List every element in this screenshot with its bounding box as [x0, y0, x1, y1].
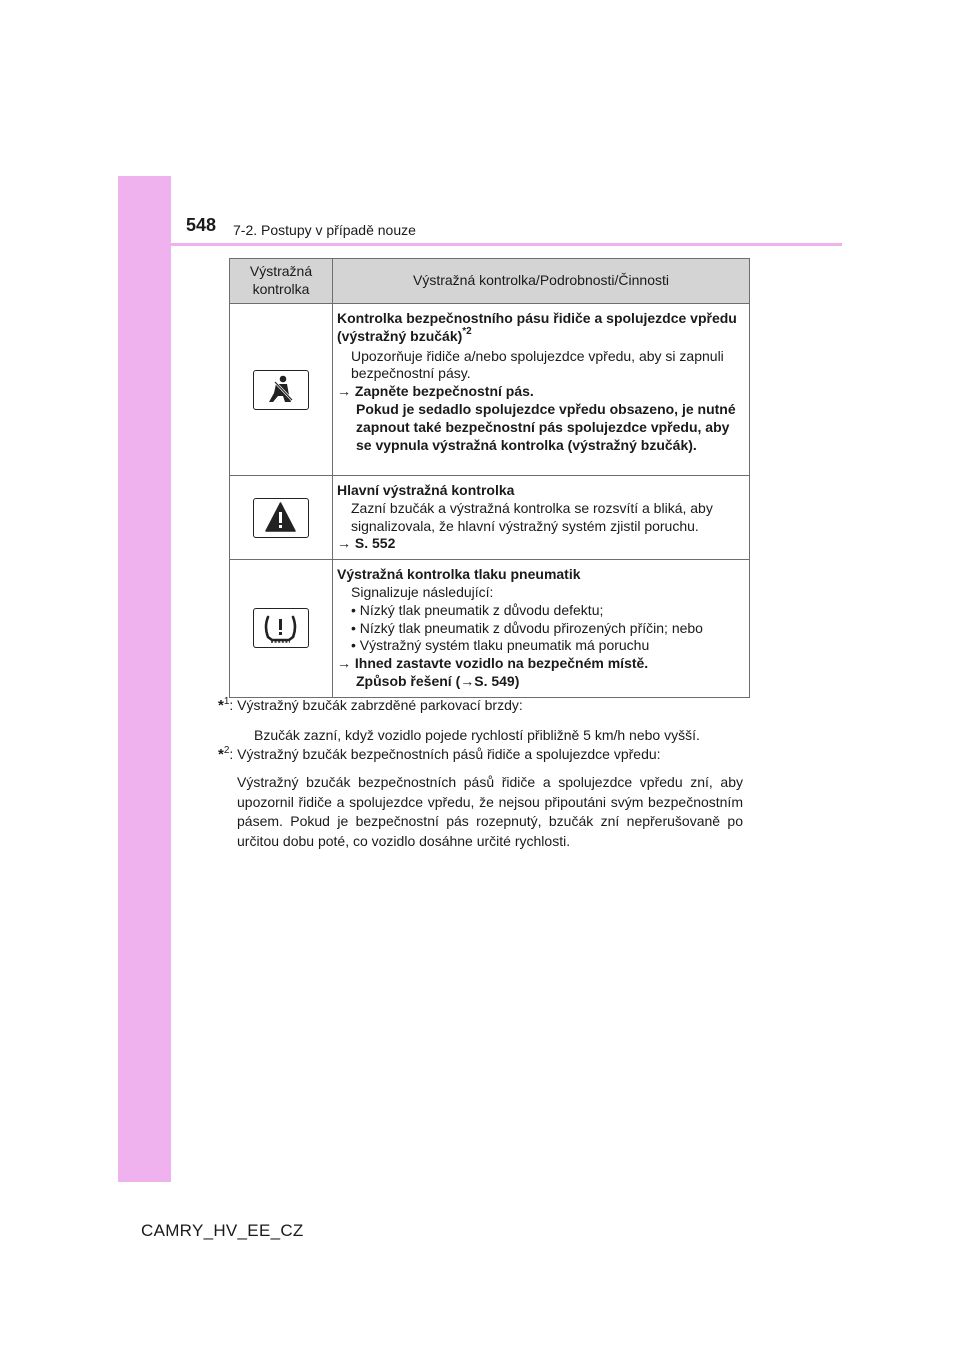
page-reference-link[interactable]: S. 549) [474, 672, 520, 689]
header-rule [171, 243, 842, 246]
page-number: 548 [186, 215, 217, 235]
table-row-seatbelt [230, 304, 750, 476]
description-cell [333, 476, 750, 560]
section-title: 7-2. Postupy v případě nouze [233, 222, 416, 238]
entry-description: Signalizuje následující: [351, 583, 494, 600]
tire-pressure-icon [253, 608, 309, 648]
master-warning-icon [253, 498, 309, 538]
entry-description: Upozorňuje řidiče a/nebo spolujezdce vpředu, aby si zapnuli bezpečnostní pásy. [351, 347, 724, 382]
table-row-tire-pressure [230, 560, 750, 698]
column-header-details: Výstražná kontrolka/Podrobnosti/Činnosti [333, 259, 750, 304]
action-line: → Zapněte bezpečnostní pás. [337, 383, 534, 400]
warning-lights-table [229, 258, 750, 698]
arrow-icon: → [337, 655, 355, 672]
footnote-mark: *2 [462, 325, 472, 337]
sidebar-color-band [118, 176, 171, 1182]
arrow-icon: → [337, 383, 355, 400]
footnote-2-title: *$^2$: Výstražný bzučák bezpečnostních pásů řidiče a spolujezdce vpředu: [218, 745, 661, 763]
action-detail: Způsob řešení (→S. 549) [356, 672, 520, 689]
entry-title: Výstražná kontrolka tlaku pneumatik [337, 566, 581, 583]
document-code: CAMRY_HV_EE_CZ [141, 1221, 304, 1240]
footnote-1-body: Bzučák zazní, když vozidlo pojede rychlostí přibližně 5 km/h nebo vyšší. [254, 727, 700, 743]
list-item: • Nízký tlak pneumatik z důvodu přirozených příčin; nebo [351, 619, 703, 636]
table-row-master-warning [230, 476, 750, 560]
list-item: • Výstražný systém tlaku pneumatik má poruchu [351, 637, 650, 654]
entry-description: Zazní bzučák a výstražná kontrolka se rozsvítí a bliká, aby signalizovala, že hlavní výstražný systém zjistil poruchu. [351, 499, 713, 534]
arrow-icon: → [337, 535, 355, 552]
icon-cell [230, 560, 333, 698]
entry-title: Hlavní výstražná kontrolka [337, 482, 515, 498]
description-cell [333, 304, 750, 476]
action-line: → Ihned zastavte vozidlo na bezpečném místě. [337, 655, 649, 672]
column-header-light: Výstražná kontrolka [230, 259, 333, 304]
action-detail: Pokud je sedadlo spolujezdce vpředu obsazeno, je nutné zapnout také bezpečnostní pás spolujezdce vpředu, aby se vypnula výstražná kontrolka (výstražný bzučák). [356, 400, 736, 453]
page-reference-link[interactable]: → S. 552 [337, 535, 396, 552]
table-header-row [230, 259, 750, 304]
icon-cell [230, 304, 333, 476]
seatbelt-icon [253, 370, 309, 410]
list-item: • Nízký tlak pneumatik z důvodu defektu; [351, 601, 604, 618]
arrow-icon: → [460, 672, 475, 689]
icon-cell [230, 476, 333, 560]
description-cell [333, 560, 750, 698]
entry-title: Kontrolka bezpečnostního pásu řidiče a spolujezdce vpředu (výstražný bzučák)$^{*2}$ [337, 310, 737, 344]
footnote-2-body: Výstražný bzučák bezpečnostních pásů řidiče a spolujezdce vpředu zní, aby upozornil řidiče a spolujezdce vpředu, že nejsou připoutáni svým bezpečnostním pásem. Pokud je bezpečnostní pás rozepnutý, bzučák zní nepřerušovaně po určitou dobu poté, co vozidlo dosáhne určité rychlosti. [237, 774, 743, 849]
footnote-1-title: *$^1$: Výstražný bzučák zabrzděné parkovací brzdy: [218, 696, 523, 714]
